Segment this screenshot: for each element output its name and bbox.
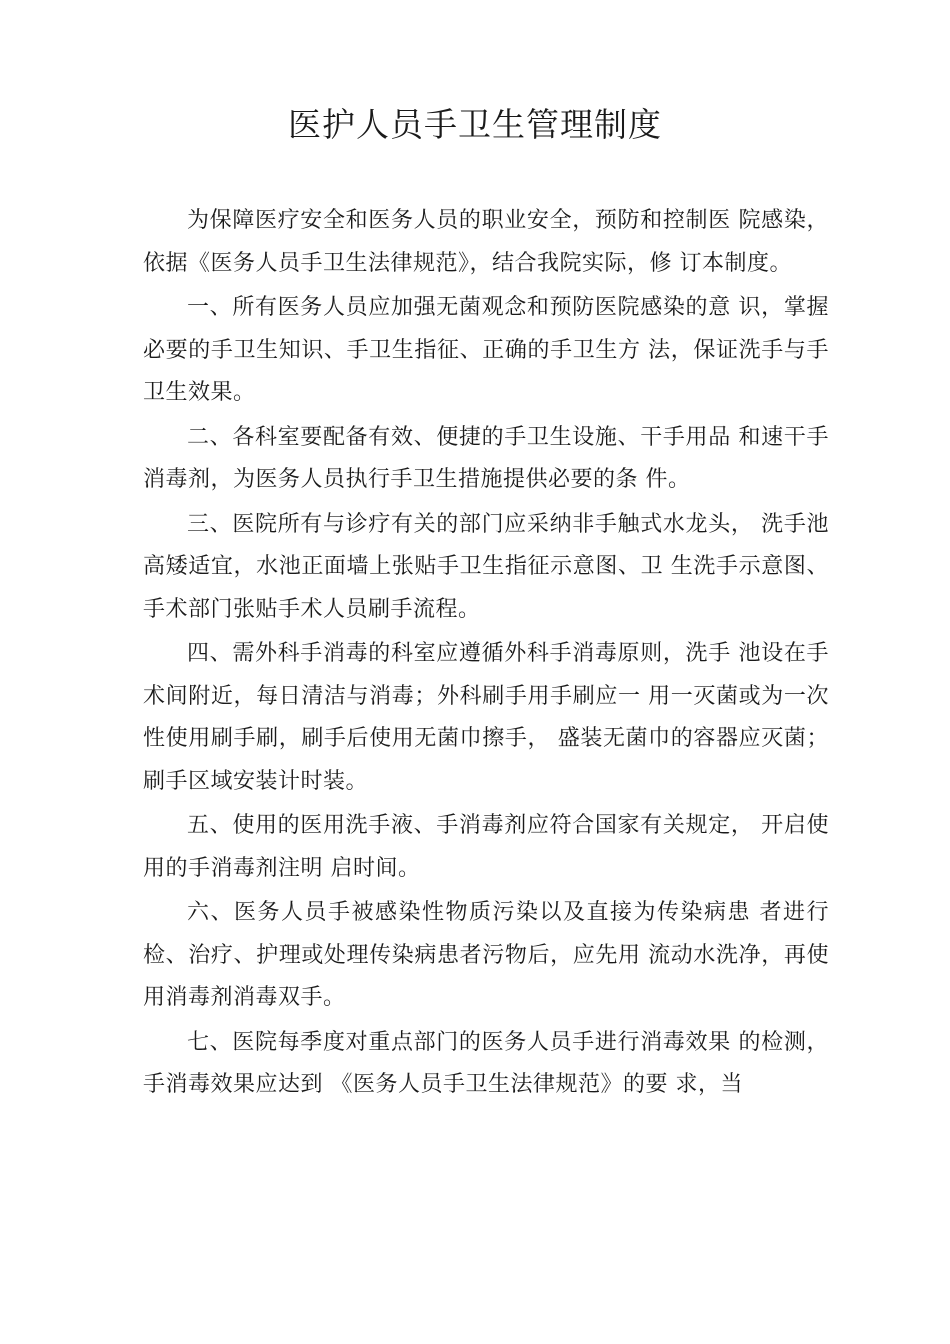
paragraph-item-2: 二、各科室要配备有效、便捷的手卫生设施、干手用品 和速干手消毒剂，为医务人员执行手卫生措施提供必要的条 件。 <box>143 424 829 492</box>
paragraph-intro: 为保障医疗安全和医务人员的职业安全，预防和控制医 院感染，依据《医务人员手卫生法律规范》，结合我院实际，修 订本制度。 <box>143 208 829 276</box>
paragraph-item-6: 六、医务人员手被感染性物质污染以及直接为传染病患 者进行检、治疗、护理或处理传染病患者污物后，应先用 流动水洗净，再使用消毒剂消毒双手。 <box>143 900 829 1010</box>
paragraph-item-3: 三、医院所有与诊疗有关的部门应采纳非手触式水龙头， 洗手池高矮适宜，水池正面墙上张贴手卫生指征示意图、卫 生洗手示意图、手术部门张贴手术人员刷手流程。 <box>143 511 829 622</box>
document-title: 医护人员手卫生管理制度 <box>288 105 662 144</box>
paragraph-item-1: 一、所有医务人员应加强无菌观念和预防医院感染的意 识，掌握必要的手卫生知识、手卫生指征、正确的手卫生方 法，保证洗手与手卫生效果。 <box>143 295 829 405</box>
document-body <box>143 200 829 1107</box>
paragraph-item-5: 五、使用的医用洗手液、手消毒剂应符合国家有关规定， 开启使用的手消毒剂注明 启时间。 <box>143 813 829 881</box>
paragraph-item-7: 七、医院每季度对重点部门的医务人员手进行消毒效果 的检测，手消毒效果应达到 《医务人员手卫生法律规范》的要 求，当 <box>143 1029 829 1097</box>
paragraph-item-4: 四、需外科手消毒的科室应遵循外科手消毒原则，洗手 池设在手术间附近，每日清洁与消毒；外科刷手用手刷应一 用一灭菌或为一次性使用刷手刷，刷手后使用无菌巾擦手， 盛装无菌巾的容器应灭菌；刷手区域安装计时装。 <box>143 641 829 794</box>
